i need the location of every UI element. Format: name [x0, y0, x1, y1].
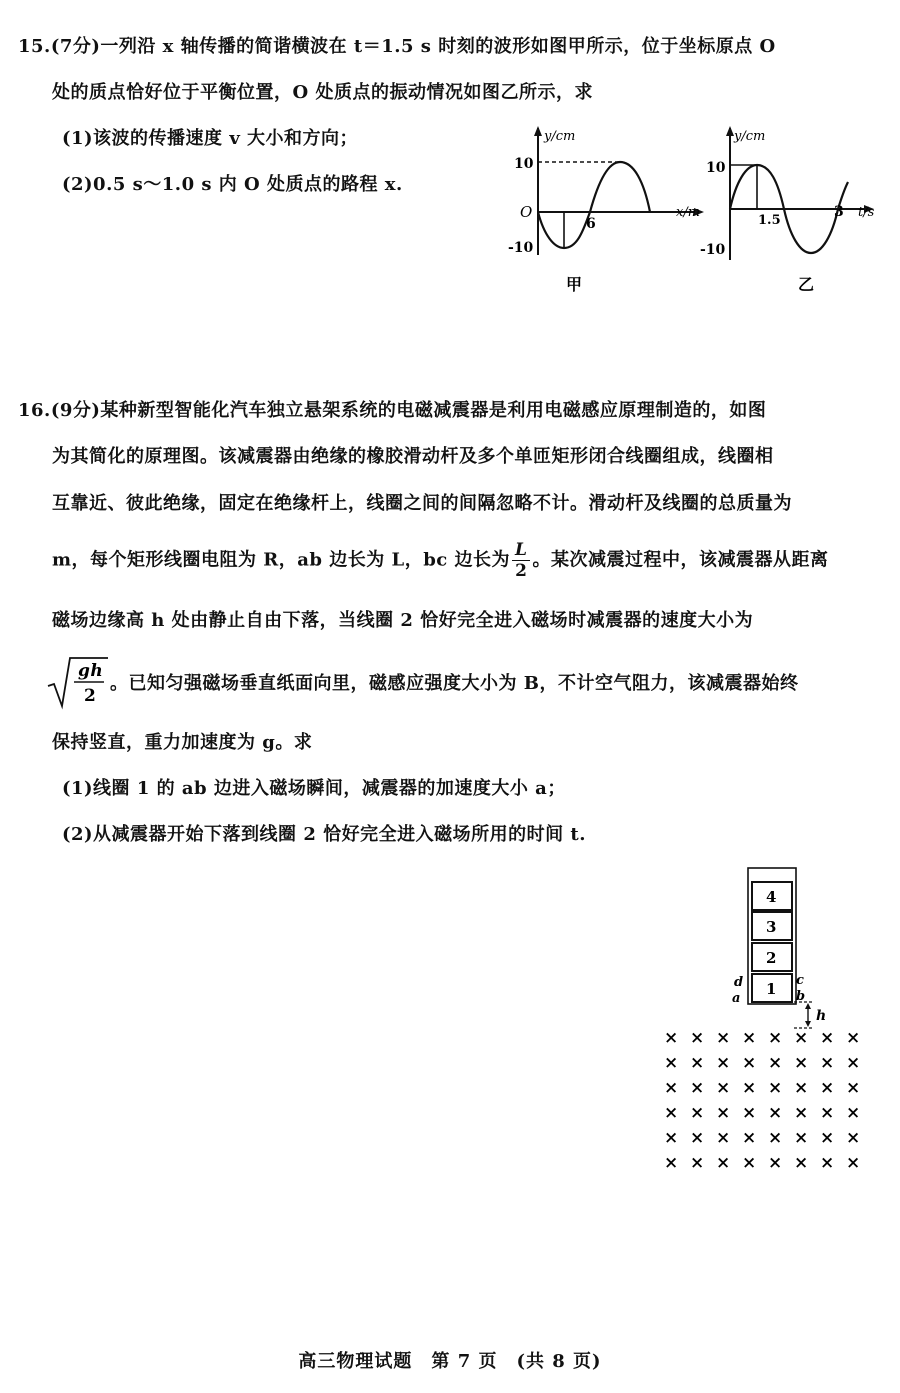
field-cross-icon: × — [742, 1153, 757, 1173]
q16-line2: 为其简化的原理图。该减震器由绝缘的橡胶滑动杆及多个单匝矩形闭合线圈组成，线圈相 — [52, 446, 774, 467]
field-cross-icon: × — [742, 1078, 757, 1098]
origin-label: O — [520, 203, 533, 221]
t-axis-label: t/s — [858, 205, 875, 220]
page-footer: 高三物理试题 第 7 页 (共 8 页) — [298, 1351, 602, 1372]
coil-2 — [752, 943, 792, 971]
fraction-L-over-2 — [512, 540, 530, 581]
q16-sub1: (1)线圈 1 的 ab 边进入磁场瞬间，减震器的加速度大小 a； — [62, 778, 566, 799]
field-cross-icon: × — [846, 1028, 861, 1048]
field-cross-icon: × — [794, 1128, 809, 1148]
sqrt-expression — [46, 656, 110, 708]
field-cross-icon: × — [664, 1153, 679, 1173]
magnetic-field-grid — [664, 1028, 860, 1173]
q16-line3: 互靠近、彼此绝缘，固定在绝缘杆上，线圈之间的间隔忽略不计。滑动杆及线圈的总质量为 — [52, 493, 792, 514]
field-cross-icon: × — [794, 1028, 809, 1048]
caption-yi: 乙 — [798, 275, 815, 294]
q15-sub2: (2)0.5 s～1.0 s 内 O 处质点的路程 x. — [62, 174, 403, 195]
corner-b: b — [796, 989, 806, 1004]
q15-sub1: (1)该波的传播速度 v 大小和方向； — [62, 128, 359, 149]
field-cross-icon: × — [742, 1128, 757, 1148]
q16-line6-text: 。已知匀强磁场垂直纸面向里，磁感应强度大小为 B，不计空气阻力，该减震器始终 — [110, 673, 799, 694]
field-cross-icon: × — [664, 1128, 679, 1148]
height-label: h — [816, 1008, 827, 1024]
field-cross-icon: × — [846, 1078, 861, 1098]
y-axis-arrow — [726, 126, 734, 136]
coil-4 — [752, 882, 792, 910]
field-cross-icon: × — [794, 1053, 809, 1073]
field-cross-icon: × — [794, 1103, 809, 1123]
coil-3-label: 3 — [766, 918, 777, 936]
tick-3: 3 — [834, 204, 844, 220]
tick-neg10: -10 — [508, 240, 534, 256]
field-cross-icon: × — [742, 1103, 757, 1123]
corner-d: d — [734, 975, 744, 990]
corner-c: c — [796, 973, 804, 988]
field-cross-icon: × — [820, 1053, 835, 1073]
coil-2-label: 2 — [766, 949, 777, 967]
q16-line6 — [46, 656, 798, 708]
sqrt-radical-icon — [46, 656, 110, 708]
q16-line7: 保持竖直，重力加速度为 g。求 — [52, 732, 313, 753]
field-cross-icon: × — [820, 1103, 835, 1123]
q15-line2: 处的质点恰好位于平衡位置，O 处质点的振动情况如图乙所示，求 — [52, 82, 593, 103]
field-cross-icon: × — [794, 1078, 809, 1098]
sqrt-denominator: 2 — [84, 686, 97, 706]
field-cross-icon: × — [690, 1078, 705, 1098]
field-cross-icon: × — [846, 1053, 861, 1073]
coil-1-label: 1 — [766, 980, 777, 998]
field-cross-icon: × — [742, 1028, 757, 1048]
field-cross-icon: × — [820, 1078, 835, 1098]
coil-3 — [752, 912, 792, 940]
waveform-curve — [538, 162, 650, 248]
q16-line4-a: m，每个矩形线圈电阻为 R，ab 边长为 L，bc 边长为 — [52, 549, 511, 571]
corner-a: a — [732, 991, 741, 1006]
height-arrow-down — [805, 1021, 811, 1027]
fraction-denominator: 2 — [515, 561, 528, 581]
field-cross-icon: × — [664, 1028, 679, 1048]
field-cross-icon: × — [690, 1128, 705, 1148]
field-cross-icon: × — [768, 1153, 783, 1173]
tick-6: 6 — [586, 216, 596, 232]
wave-graph-jia — [500, 120, 710, 300]
q16-line4-b: 。某次减震过程中，该减震器从距离 — [532, 549, 829, 571]
field-cross-icon: × — [690, 1153, 705, 1173]
y-axis-arrow — [534, 126, 542, 136]
y-axis-label: y/cm — [734, 129, 766, 144]
q15-line1: 15.(7分)一列沿 x 轴传播的简谐横波在 t＝1.5 s 时刻的波形如图甲所示，位于坐标原点 O — [18, 36, 776, 57]
field-cross-icon: × — [820, 1128, 835, 1148]
field-cross-icon: × — [768, 1028, 783, 1048]
x-axis-label: x/m — [676, 205, 701, 220]
height-arrow-up — [805, 1003, 811, 1009]
caption-jia: 甲 — [566, 275, 583, 294]
field-cross-icon: × — [690, 1103, 705, 1123]
field-cross-icon: × — [768, 1128, 783, 1148]
field-cross-icon: × — [716, 1153, 731, 1173]
field-cross-icon: × — [820, 1028, 835, 1048]
field-cross-icon: × — [820, 1153, 835, 1173]
sqrt-numerator: gh — [78, 661, 104, 681]
field-cross-icon: × — [794, 1153, 809, 1173]
field-cross-icon: × — [716, 1053, 731, 1073]
field-cross-icon: × — [716, 1103, 731, 1123]
tick-10: 10 — [706, 160, 726, 176]
tick-10: 10 — [514, 156, 534, 172]
field-cross-icon: × — [664, 1078, 679, 1098]
tick-1.5: 1.5 — [758, 213, 781, 228]
fraction-numerator: L — [512, 540, 530, 561]
field-cross-icon: × — [768, 1078, 783, 1098]
field-cross-icon: × — [846, 1128, 861, 1148]
field-cross-icon: × — [664, 1103, 679, 1123]
coil-4-label: 4 — [766, 888, 777, 906]
coil-1 — [752, 974, 792, 1002]
vibration-graph-yi — [700, 120, 890, 300]
field-cross-icon: × — [742, 1053, 757, 1073]
field-cross-icon: × — [690, 1028, 705, 1048]
field-cross-icon: × — [846, 1153, 861, 1173]
field-cross-icon: × — [690, 1053, 705, 1073]
q16-line5: 磁场边缘高 h 处由静止自由下落，当线圈 2 恰好完全进入磁场时减震器的速度大小为 — [52, 610, 754, 631]
q16-line4 — [52, 540, 828, 581]
shock-absorber-figure — [664, 860, 880, 1180]
field-cross-icon: × — [716, 1028, 731, 1048]
q16-sub2: (2)从减震器开始下落到线圈 2 恰好完全进入磁场所用的时间 t. — [62, 824, 586, 845]
field-cross-icon: × — [664, 1053, 679, 1073]
y-axis-label: y/cm — [544, 129, 576, 144]
q16-line1: 16.(9分)某种新型智能化汽车独立悬架系统的电磁减震器是利用电磁感应原理制造的，如图 — [18, 400, 767, 421]
tick-neg10: -10 — [700, 242, 726, 258]
field-cross-icon: × — [716, 1078, 731, 1098]
field-cross-icon: × — [768, 1103, 783, 1123]
field-cross-icon: × — [768, 1053, 783, 1073]
field-cross-icon: × — [716, 1128, 731, 1148]
field-cross-icon: × — [846, 1103, 861, 1123]
